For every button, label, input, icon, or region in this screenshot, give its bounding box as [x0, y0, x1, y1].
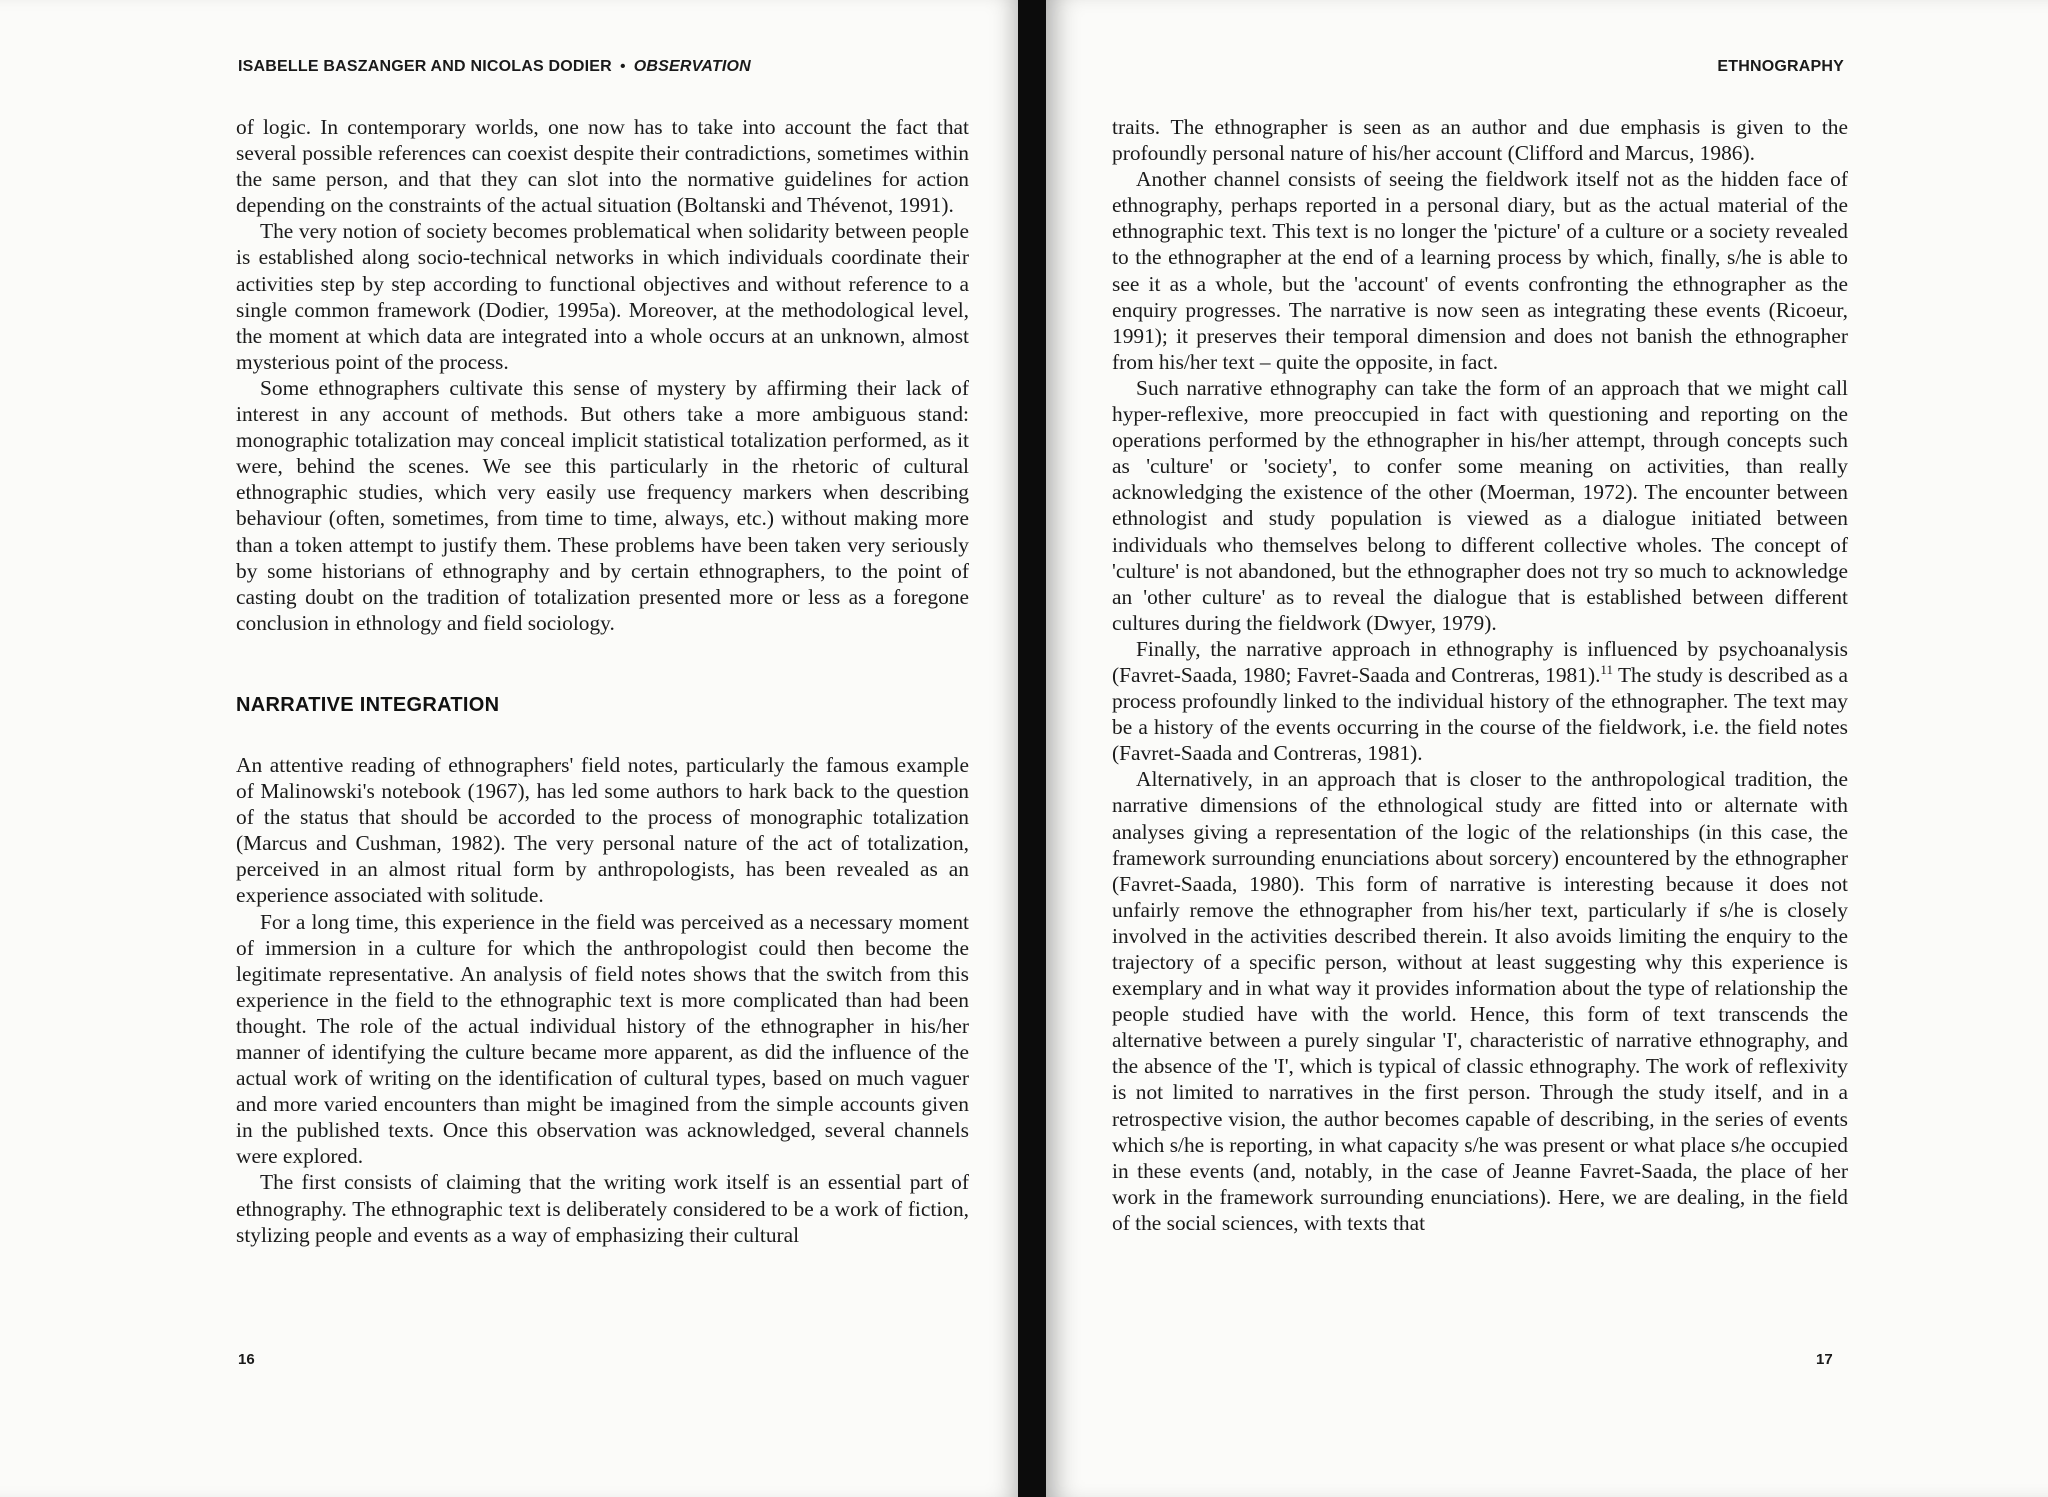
right-body-text: [1112, 114, 1848, 1236]
footnote-marker: 11: [1600, 661, 1613, 677]
left-running-head: [238, 58, 751, 76]
paragraph: Such narrative ethnography can take the form of an approach that we might call hyper-reflexive, more preoccupied in fact with questioning and reporting on the operations performed by the ethnographer in his/her attempt, through concepts such as 'culture' or 'society', to confer some meaning on activities, than really acknowledging the existence of the other (Moerman, 1972). The encounter between ethnologist and study population is viewed as a dialogue initiated between individuals who themselves belong to different collective wholes. The concept of 'culture' is not abandoned, but the ethnographer does not try so much to acknowledge an 'other culture' as to reveal the dialogue that is established between different cultures during the fieldwork (Dwyer, 1979).: [1112, 375, 1848, 635]
paragraph: traits. The ethnographer is seen as an author and due emphasis is given to the profoundly personal nature of his/her account (Clifford and Marcus, 1986).: [1112, 115, 1848, 166]
paragraph: Another channel consists of seeing the fieldwork itself not as the hidden face of ethnography, perhaps reported in a personal diary, but as the actual material of the ethnographic text. This text is no longer the 'picture' of a culture or a society revealed to the ethnographer at the end of a learning process by which, finally, s/he is able to see it as a whole, but the 'account' of events confronting the ethnographer as the enquiry progresses. The narrative is now seen as integrating these events (Ricoeur, 1991); it preserves their temporal dimension and does not banish the ethnographer from his/her text – quite the opposite, in fact.: [1112, 167, 1848, 374]
running-head-title: OBSERVATION: [633, 58, 751, 75]
book-gutter: [1018, 0, 1046, 1497]
paragraph: For a long time, this experience in the field was perceived as a necessary moment of immersion in a culture for which the anthropologist could then become the legitimate representative. An analysis of field notes shows that the switch from this experience in the field to the ethnographic text is more complicated than had been thought. The role of the actual individual history of the ethnographer in his/her manner of identifying the culture became more apparent, as did the influence of the actual work of writing on the identification of cultural types, based on much vaguer and more varied encounters than might be imagined from the simple accounts given in the published texts. Once this observation was acknowledged, several channels were explored.: [236, 909, 969, 1169]
left-page-number: 16: [238, 1351, 255, 1368]
paragraph: An attentive reading of ethnographers' field notes, particularly the famous example of Malinowski's notebook (1967), has led some authors to hark back to the question of the status that should be accorded to the process of monographic totalization (Marcus and Cushman, 1982). The very personal nature of the act of totalization, perceived in an almost ritual form by anthropologists, has been revealed as an experience associated with solitude.: [236, 752, 969, 908]
running-head-authors: ISABELLE BASZANGER AND NICOLAS DODIER: [238, 58, 612, 75]
right-page: [1046, 0, 2048, 1497]
running-head-bullet: •: [619, 58, 626, 75]
left-page: [0, 0, 1018, 1497]
left-body-text: [236, 114, 969, 1248]
paragraph: Some ethnographers cultivate this sense of mystery by affirming their lack of interest in any account of methods. But others take a more ambiguous stand: monographic totalization may conceal implicit statistical totalization performed, as it were, behind the scenes. We see this particularly in the rhetoric of cultural ethnographic studies, which very easily use frequency markers when describing behaviour (often, sometimes, from time to time, always, etc.) without making more than a token attempt to justify them. These problems have been taken very seriously by some historians of ethnography and by certain ethnographers, to the point of casting doubt on the tradition of totalization presented more or less as a foregone conclusion in ethnology and field sociology.: [236, 375, 969, 635]
right-page-number: 17: [1816, 1351, 1833, 1368]
paragraph-text: Finally, the narrative approach in ethnography is influenced by psychoanalysis (Favret-Saada, 1980; Favret-Saada and Contreras, 1981).: [1112, 636, 1848, 687]
paragraph-text: The study is described as a process profoundly linked to the individual history of the ethnographer. The text may be a history of the events occurring in the course of the fieldwork, i.e. the field notes (Favret-Saada and Contreras, 1981).: [1112, 662, 1848, 766]
paragraph: The very notion of society becomes problematical when solidarity between people is established along socio-technical networks in which individuals coordinate their activities step by step according to functional objectives and without reference to a single common framework (Dodier, 1995a). Moreover, at the methodological level, the moment at which data are integrated into a whole occurs at an unknown, almost mysterious point of the process.: [236, 219, 969, 374]
section-heading: NARRATIVE INTEGRATION: [236, 693, 500, 716]
right-running-head: ETHNOGRAPHY: [1717, 58, 1844, 75]
paragraph: Alternatively, in an approach that is closer to the anthropological tradition, the narrative dimensions of the ethnological study are fitted into or alternate with analyses giving a representation of the logic of the relationships (in this case, the framework surrounding enunciations about sorcery) encountered by the ethnographer (Favret-Saada, 1980). This form of narrative is interesting because it does not unfairly remove the ethnographer from his/her text, particularly if s/he is closely involved in the activities described therein. It also avoids limiting the enquiry to the trajectory of a specific person, without at least suggesting why this experience is exemplary and in what way it provides information about the type of relationship the people studied have with the world. Hence, this form of text transcends the alternative between a purely singular 'I', characteristic of narrative ethnography, and the absence of the 'I', which is typical of classic ethnography. The work of reflexivity is not limited to narratives in the first person. Through the study itself, and in a retrospective vision, the author becomes capable of describing, in the series of events which s/he is reporting, in what capacity s/he was present or what place s/he occupied in these events (and, notably, in the case of Jeanne Favret-Saada, the place of her work in the framework surrounding enunciations). Here, we are dealing, in the field of the social sciences, with texts that: [1112, 767, 1848, 1235]
paragraph: of logic. In contemporary worlds, one now has to take into account the fact that several possible references can coexist despite their contradictions, sometimes within the same person, and that they can slot into the normative guidelines for action depending on the constraints of the actual situation (Boltanski and Thévenot, 1991).: [236, 115, 969, 218]
paragraph: [1112, 636, 1848, 766]
paragraph: The first consists of claiming that the writing work itself is an essential part of ethnography. The ethnographic text is deliberately considered to be a work of fiction, stylizing people and events as a way of emphasizing their cultural: [236, 1170, 969, 1247]
